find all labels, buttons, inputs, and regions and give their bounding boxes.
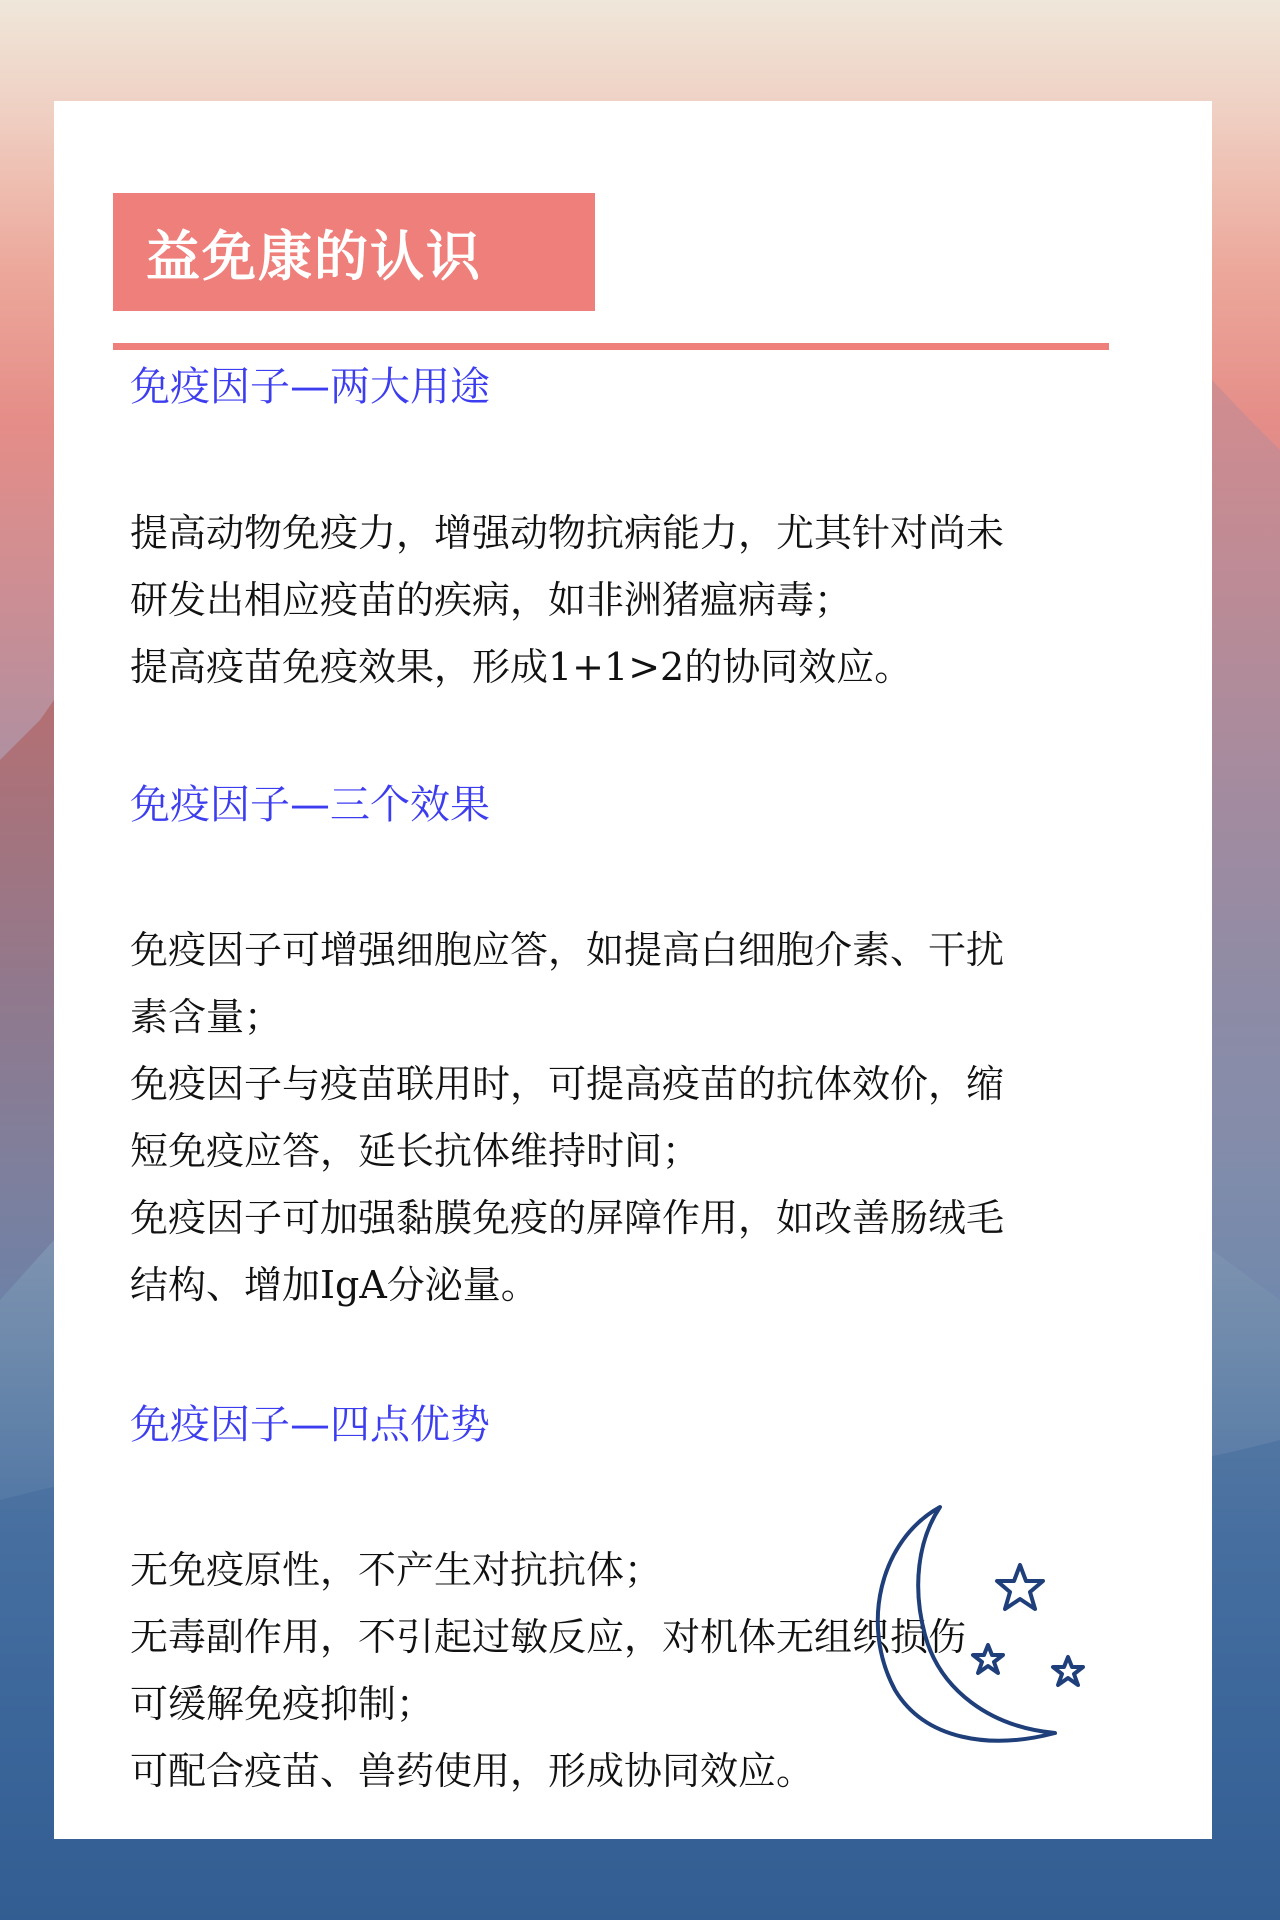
body-line: 素含量； — [130, 995, 283, 1039]
body-line: 短免疫应答，延长抗体维持时间； — [130, 1129, 701, 1173]
body-line: 提高动物免疫力，增强动物抗病能力，尤其针对尚未 — [130, 511, 1005, 555]
body-line: 可缓解免疫抑制； — [130, 1682, 435, 1726]
section-heading-advantages: 免疫因子—四点优势 — [130, 1402, 490, 1448]
section-body-effects — [130, 917, 1135, 1319]
body-line: 免疫因子可加强黏膜免疫的屏障作用，如改善肠绒毛 — [130, 1196, 1005, 1240]
body-line: 免疫因子可增强细胞应答，如提高白细胞介素、干扰 — [130, 928, 1005, 972]
section-heading-uses: 免疫因子—两大用途 — [130, 364, 490, 410]
body-line: 无免疫原性，不产生对抗抗体； — [130, 1548, 663, 1592]
crescent-moon-with-stars-icon — [840, 1495, 1090, 1755]
body-line: 无毒副作用，不引起过敏反应，对机体无组织损伤 — [130, 1615, 967, 1659]
body-line: 提高疫苗免疫效果，形成1+1>2的协同效应。 — [130, 645, 913, 689]
body-line: 可配合疫苗、兽药使用，形成协同效应。 — [130, 1749, 815, 1793]
section-body-uses — [130, 500, 1135, 701]
page-title: 益免康的认识 — [146, 224, 482, 288]
title-divider — [113, 343, 1109, 350]
body-line: 研发出相应疫苗的疾病，如非洲猪瘟病毒； — [130, 578, 853, 622]
section-heading-effects: 免疫因子—三个效果 — [130, 782, 490, 828]
body-line: 结构、增加IgA分泌量。 — [130, 1263, 539, 1307]
body-line: 免疫因子与疫苗联用时，可提高疫苗的抗体效价，缩 — [130, 1062, 1005, 1106]
